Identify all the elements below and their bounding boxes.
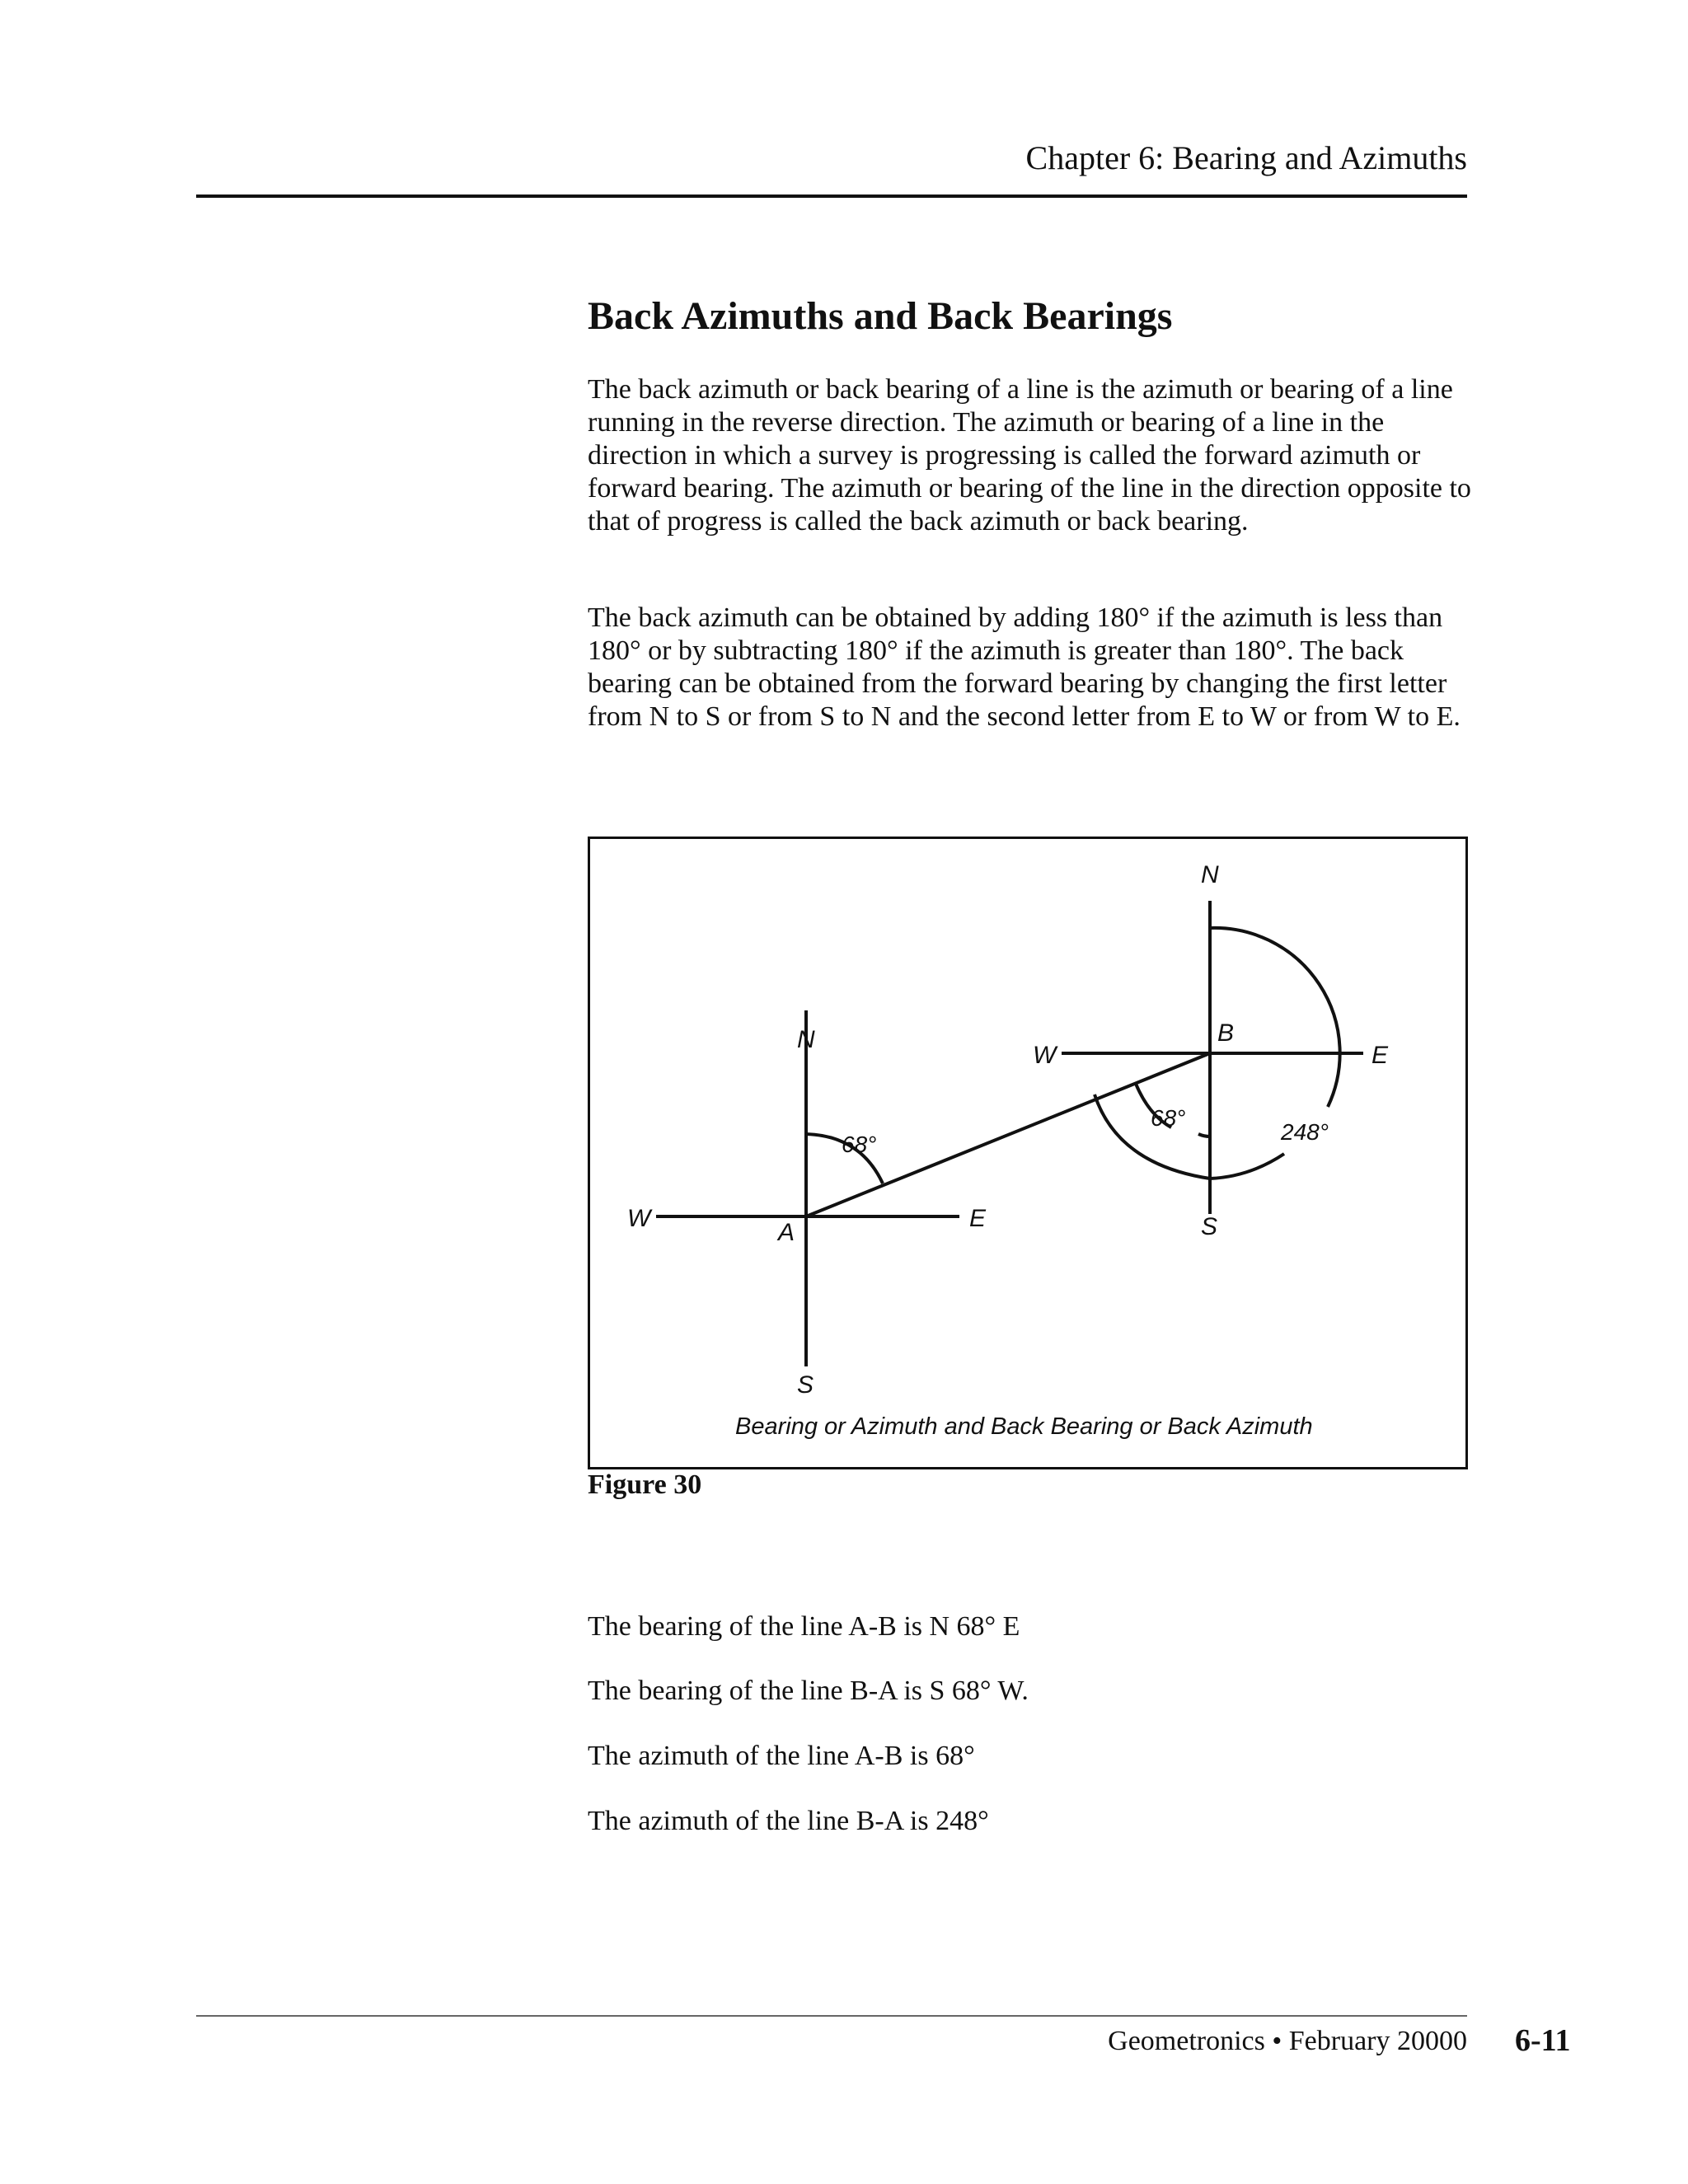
statement-bearing-a-b: The bearing of the line A-B is N 68° E — [588, 1611, 1020, 1642]
a-north-label: N — [797, 1026, 815, 1053]
b-point-label: B — [1217, 1019, 1235, 1047]
b-east-label: E — [1372, 1042, 1389, 1069]
figure-diagram — [588, 837, 1468, 1469]
b-azimuth-arc-lower — [1210, 1154, 1284, 1179]
footer-text: Geometronics • February 20000 — [1108, 2026, 1467, 2056]
b-azimuth-arc-upper — [1210, 928, 1340, 1107]
statement-azimuth-b-a: The azimuth of the line B-A is 248° — [588, 1806, 989, 1836]
a-east-label: E — [969, 1205, 987, 1232]
a-west-label: W — [627, 1205, 651, 1232]
b-angle-arc-tail — [1198, 1134, 1210, 1137]
b-north-label: N — [1201, 861, 1219, 888]
page-number: 6-11 — [1515, 2023, 1571, 2058]
bearing-diagram — [590, 839, 1470, 1472]
figure-inner-caption: Bearing or Azimuth and Back Bearing or Back Azimuth — [735, 1413, 1313, 1440]
chapter-header-title: Chapter 6: Bearing and Azimuths — [1025, 139, 1467, 176]
b-angle-label: 68° — [1151, 1105, 1186, 1131]
header-rule — [196, 194, 1467, 198]
b-south-label: S — [1201, 1213, 1218, 1240]
paragraph-back-azimuth-definition: The back azimuth or back bearing of a line is the azimuth or bearing of a line running in the reverse direction. The azimuth or bearing of a line in the direction in which a survey is progressing is called the forward azimuth or forward bearing. The azimuth or bearing of the line in the direction opposite to that of progress is called the back azimuth or back bearing. — [588, 374, 1471, 537]
paragraph-back-azimuth-calculation: The back azimuth can be obtained by adding 180° if the azimuth is less than 180° or by subtracting 180° if the azimuth is greater than 180°. The back bearing can be obtained from the forward bearing by changing the first letter from N to S or from S to N and the second letter from E to W or from W to E. — [588, 602, 1461, 732]
statement-bearing-b-a: The bearing of the line B-A is S 68° W. — [588, 1675, 1029, 1706]
a-south-label: S — [797, 1371, 814, 1399]
statement-azimuth-a-b: The azimuth of the line A-B is 68° — [588, 1741, 975, 1771]
b-azimuth-label: 248° — [1281, 1119, 1329, 1145]
b-west-label: W — [1033, 1042, 1057, 1069]
a-angle-label: 68° — [842, 1132, 877, 1157]
section-title: Back Azimuths and Back Bearings — [588, 294, 1173, 338]
footer-rule — [196, 2015, 1467, 2017]
figure-caption: Figure 30 — [588, 1469, 702, 1500]
a-point-label: A — [778, 1219, 795, 1246]
